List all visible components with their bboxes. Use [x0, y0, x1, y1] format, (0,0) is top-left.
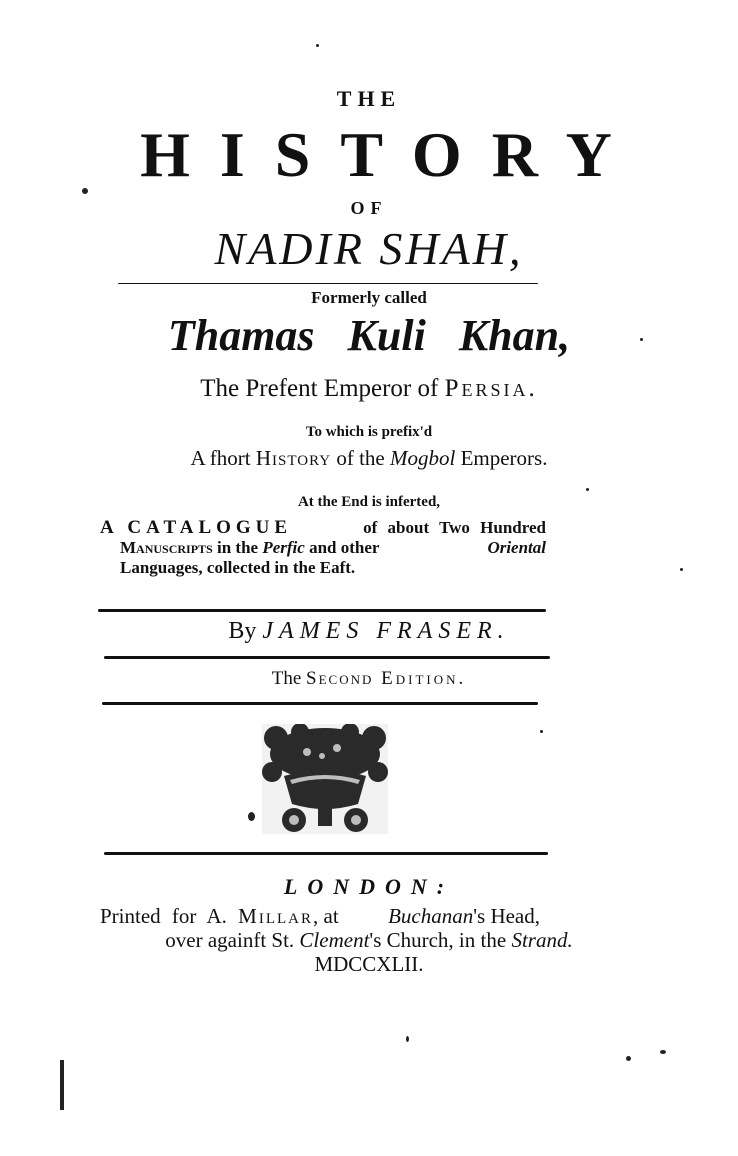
catalogue-line1-rest: of about Two Hundred — [363, 518, 546, 537]
edition-second: Second — [306, 668, 374, 689]
prefix-note: To which is prefix'd — [305, 424, 433, 440]
rule-4 — [104, 852, 548, 855]
scan-speck — [660, 1050, 666, 1054]
imprint-church: 's Church, in the — [369, 928, 512, 952]
rule-2 — [104, 656, 550, 659]
subject-underline — [118, 283, 538, 284]
author-line — [0, 618, 738, 645]
rule-1 — [98, 609, 546, 612]
scan-speck — [406, 1036, 409, 1042]
emperor-country: Persia. — [444, 375, 538, 402]
scan-edge-mark — [60, 1060, 64, 1110]
catalogue-line-1 — [100, 518, 546, 538]
scan-speck — [586, 488, 589, 491]
formerly-called: Formerly called — [311, 288, 427, 307]
imprint-year: MDCCXLII. — [314, 952, 424, 976]
imprint-line-1 — [100, 904, 540, 929]
imprint-strand: Strand. — [511, 928, 573, 952]
scan-speck — [640, 338, 643, 341]
scan-speck — [540, 730, 543, 733]
short-history-a: A fhort — [190, 446, 256, 470]
title-of: OF — [350, 198, 388, 218]
imprint-printer: Millar — [238, 904, 313, 928]
ornament-basket-icon — [262, 724, 388, 834]
imprint-buchanan: Buchanan — [388, 904, 474, 928]
catalogue-line-2 — [100, 538, 546, 558]
scan-speck — [316, 44, 319, 47]
rule-3 — [102, 702, 538, 705]
short-history-word: History — [255, 446, 332, 470]
catalogue-word: A CATALOGUE — [100, 517, 293, 538]
emperor-line — [0, 375, 738, 403]
title-the: THE — [336, 86, 402, 111]
ink-blot — [248, 812, 255, 821]
imprint-clement: Clement — [299, 928, 370, 952]
catalogue-text: and other — [304, 538, 380, 557]
edition-word: Edition. — [373, 668, 467, 689]
imprint-over-against: over againft St. — [165, 928, 300, 952]
author-name: JAMES FRASER. — [262, 618, 510, 644]
scan-speck — [680, 568, 683, 571]
emperor-prefix: The Prefent Emperor of — [200, 375, 445, 402]
imprint-city: LONDON: — [283, 874, 455, 899]
short-history-line — [0, 446, 738, 471]
imprint-printed-for: Printed for A. — [100, 904, 239, 928]
short-history-mogbol: Mogbol — [390, 446, 456, 470]
short-history-ofthe: of the — [331, 446, 390, 470]
oriental-word: Oriental — [487, 538, 546, 557]
imprint-at: , at — [313, 904, 339, 928]
catalogue-line-3: Languages, collected in the Eaft. — [120, 558, 356, 577]
imprint-line-2 — [0, 928, 738, 953]
catalogue-text: in the — [212, 538, 263, 557]
author-by: By — [228, 618, 263, 644]
title-subject: NADIR SHAH, — [214, 223, 524, 274]
scan-speck — [82, 188, 88, 194]
imprint-head: 's Head, — [473, 904, 540, 928]
end-note: At the End is inferted, — [297, 494, 441, 510]
short-history-emperors: Emperors. — [455, 446, 548, 470]
manuscripts-word: Manuscripts — [120, 538, 213, 557]
persic-word: Perfic — [262, 538, 305, 557]
edition-line — [0, 668, 738, 690]
alt-name: Thamas Kuli Khan, — [167, 311, 571, 360]
edition-the: The — [271, 668, 307, 689]
catalogue-block — [100, 518, 546, 578]
scan-speck — [626, 1056, 631, 1061]
title-history: HISTORY — [140, 119, 642, 190]
